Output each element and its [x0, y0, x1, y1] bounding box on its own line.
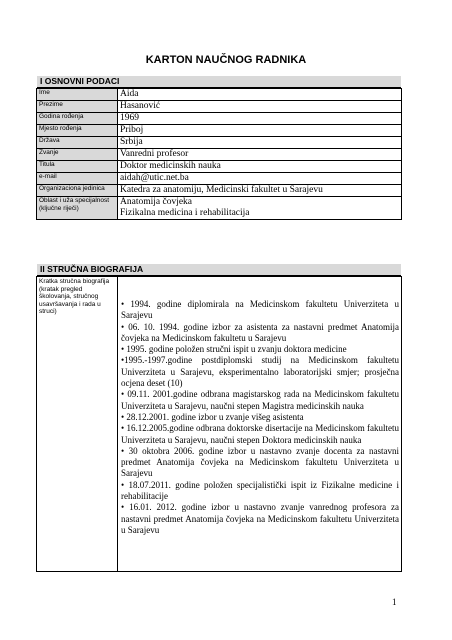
biography-entry: • 16.12.2005.godine odbrana doktorske disertacije na Medicinskom fakultetu Univerziteta u Sarajevu, naučni stepen Doktora medicinskih nauka: [121, 423, 399, 445]
area-value: [118, 197, 402, 220]
row-label: Godina rođenja: [37, 113, 118, 125]
area-value-1: Anatomija čovjeka: [120, 197, 193, 207]
table-row: [37, 185, 402, 197]
biography-entry: • 1994. godine diplomirala na Medicinskom fakultetu Univerziteta u Sarajevu: [121, 299, 399, 321]
page-title: KARTON NAUČNOG RADNIKA: [145, 54, 307, 66]
row-label: Ime: [37, 89, 118, 101]
row-label: Organizaciona jedinica: [37, 185, 118, 197]
section-biography-header: [37, 264, 401, 276]
biography-entry: • 09.11. 2001.godine odbrana magistarskog rada na Medicinskom fakultetu Univerziteta u Sarajevu, naučni stepen Magistra medicinskih nauka: [121, 389, 399, 411]
basic-data-table: [36, 88, 402, 220]
biography-entry: • 06. 10. 1994. godine izbor za asistenta za nastavni predmet Anatomija čovjeka na Medicinskom fakultetu u Sarajevu: [121, 321, 399, 343]
biography-entry: • 16.01. 2012. godine izbor u nastavno zvanje vanrednog profesora za nastavni predmet Anatomija čovjeka na Medicinskom fakultetu Univerziteta u Sarajevu: [121, 502, 399, 535]
row-value: Aida: [118, 89, 402, 101]
table-row: [37, 197, 402, 220]
area-value-2: Fizikalna medicina i rehabilitacija: [120, 208, 250, 218]
row-label: Država: [37, 137, 118, 149]
row-value: Katedra za anatomiju, Medicinski fakultet u Sarajevu: [118, 185, 402, 197]
row-label: e-mail: [37, 173, 118, 185]
email-value: aidah@utic.net.ba: [118, 173, 402, 185]
biography-entry: •1995.-1997.godine postdiplomski studij na Medicinskom fakultetu Univerziteta u Sarajevu, eksperimentalno laboratorijski smjer; prosječna ocjena deset (10): [121, 355, 399, 389]
row-value: Doktor medicinskih nauka: [118, 161, 402, 173]
biography-box: [36, 276, 402, 572]
section-basic-data-header: [37, 76, 401, 88]
section-biography-title: II STRUČNA BIOGRAFIJA: [40, 264, 144, 274]
row-value: 1969: [118, 113, 402, 125]
biography-label: Kratka stručna biografija (kratak pregled školovanja, stručnog usavršavanja i rada u struci): [37, 277, 118, 571]
row-label: Zvanje: [37, 149, 118, 161]
row-label: Prezime: [37, 101, 118, 113]
biography-text: [121, 299, 399, 536]
table-row: [37, 89, 402, 101]
area-label: Oblast i uža specijalnost (ključne riječi): [37, 197, 118, 220]
biography-entry: • 18.07.2011. godine položen specijalistički ispit iz Fizikalne medicine i rehabilitacije: [121, 479, 399, 502]
row-value: Srbija: [118, 137, 402, 149]
table-row: [37, 137, 402, 149]
table-row: [37, 173, 402, 185]
page-number: 1: [392, 597, 397, 607]
table-row: [37, 101, 402, 113]
biography-entry: • 28.12.2001. godine izbor u zvanje višeg asistenta: [121, 411, 304, 422]
biography-entry: • 1995. godine položen stručni ispit u zvanju doktora medicine: [121, 344, 347, 355]
table-row: [37, 113, 402, 125]
row-value: Hasanović: [118, 101, 402, 113]
row-label: Mjesto rođenja: [37, 125, 118, 137]
biography-entry: • 30 oktobra 2006. godine izbor u nastavno zvanje docenta za nastavni predmet Anatomija čovjeka na Medicinskom fakultetu Univerziteta u Sarajevu: [121, 445, 399, 479]
table-row: [37, 125, 402, 137]
table-row: [37, 149, 402, 161]
row-value: Priboj: [118, 125, 402, 137]
table-row: [37, 161, 402, 173]
row-label: Titula: [37, 161, 118, 173]
row-value: Vanredni profesor: [118, 149, 402, 161]
section-basic-data-title: I OSNOVNI PODACI: [40, 76, 120, 86]
